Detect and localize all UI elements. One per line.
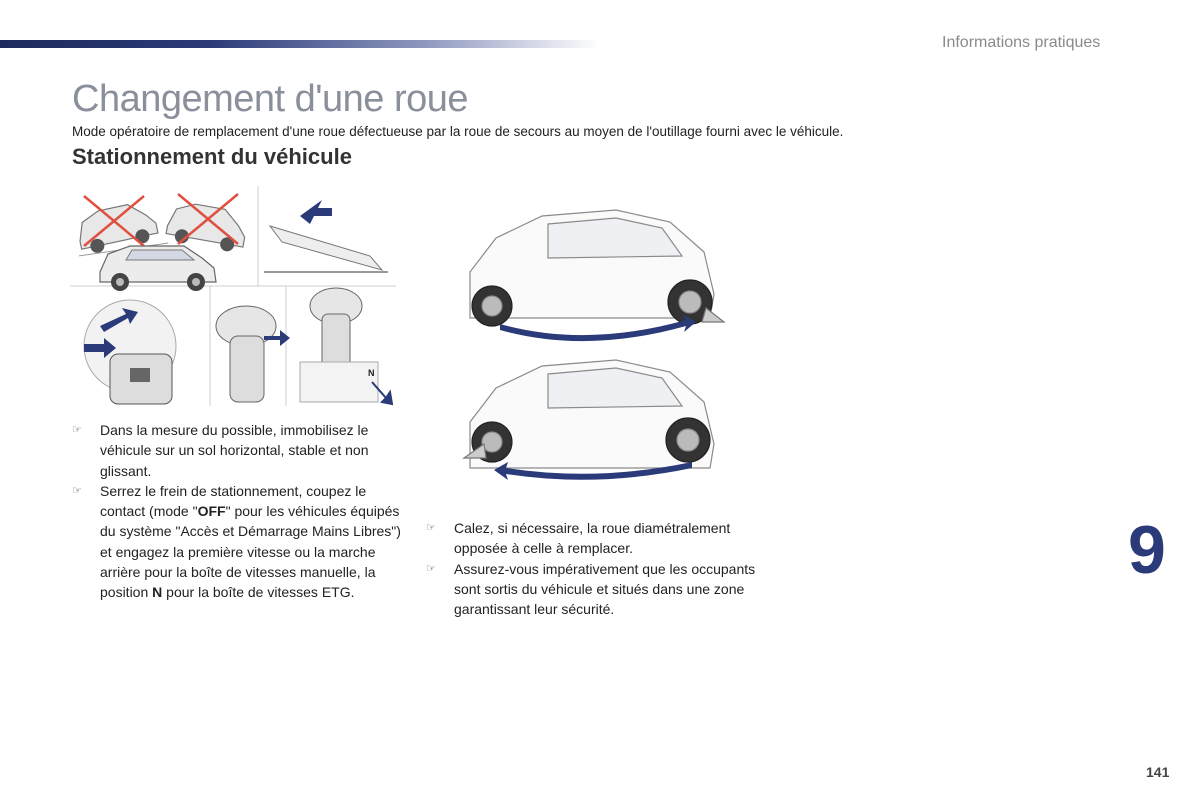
chapter-number: 9 (1128, 512, 1166, 588)
level-car-icon (100, 246, 216, 291)
etg-selector-icon (300, 288, 392, 404)
bullet-text: Calez, si nécessaire, la roue diamétralement opposée à celle à remplacer. (454, 520, 731, 557)
bullet-text: Dans la mesure du possible, immobilisez le véhicule sur un sol horizontal, stable et non glissant. (100, 422, 369, 479)
list-item (426, 518, 756, 559)
section-subheading: Stationnement du véhicule (72, 144, 352, 169)
right-instructions (426, 518, 756, 619)
section-name: Informations pratiques (942, 34, 1101, 51)
ignition-icon (84, 300, 176, 404)
intro-text: Mode opératoire de remplacement d'une roue défectueuse par la roue de secours au moyen de l'outillage fourni avec le véhicule. (72, 124, 844, 139)
car-rear-view-icon (470, 210, 724, 326)
parking-brake-icon (264, 200, 388, 272)
bullet-text: Assurez-vous impérativement que les occupants sont sortis du véhicule et situés dans une zone garantissant leur sécurité. (454, 560, 756, 618)
wheel-chock-illustration (456, 198, 736, 494)
parking-illustration (70, 186, 396, 406)
header-accent-bar (0, 40, 600, 48)
list-item (72, 420, 402, 481)
gear-knob-icon (216, 306, 290, 402)
bullet-text: Serrez le frein de stationnement, coupez le contact (mode "OFF" pour les véhicules équipés du système "Accès et Démarrage Mains Libres") et engagez la première vitesse ou la marche arrière pour la boîte de vitesses manuelle, la position N pour la boîte de vitesses ETG. (100, 482, 401, 601)
pointing-hand-icon: ☞ (72, 424, 82, 436)
pointing-hand-icon: ☞ (426, 522, 436, 534)
left-instructions (72, 420, 402, 603)
svg-text:N: N (368, 368, 375, 378)
list-item (72, 481, 402, 603)
page-number: 141 (1146, 764, 1170, 780)
car-rear-view-icon (464, 360, 714, 468)
pointing-hand-icon: ☞ (426, 562, 436, 575)
list-item (426, 559, 756, 620)
pointing-hand-icon: ☞ (72, 484, 82, 497)
page-title: Changement d'une roue (72, 78, 469, 120)
